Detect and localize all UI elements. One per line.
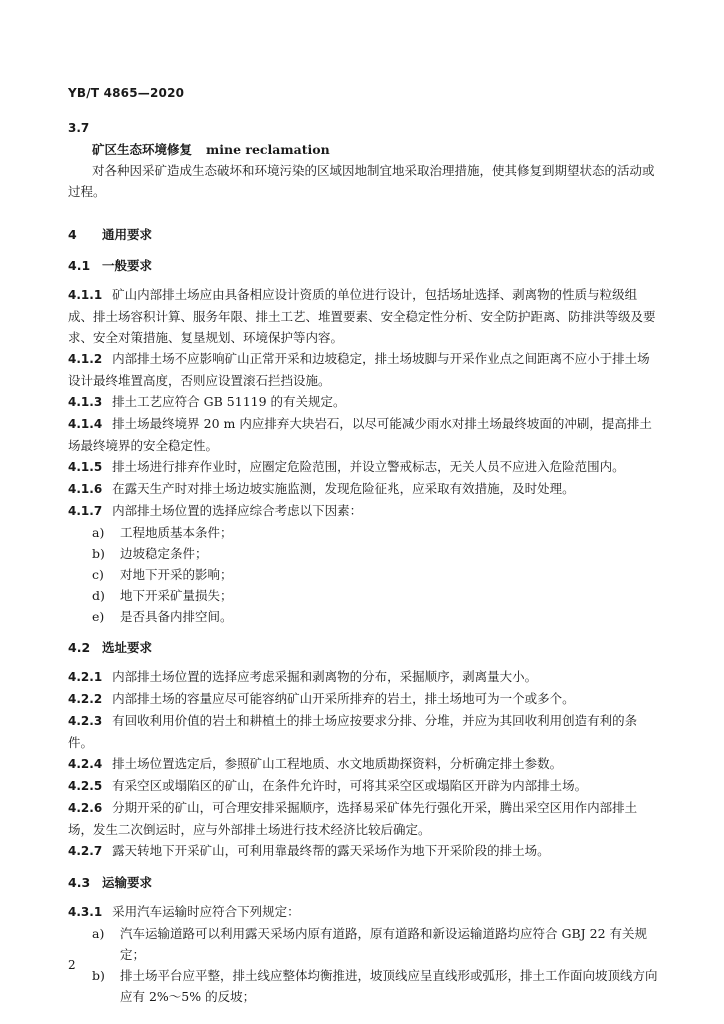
list-label: b) bbox=[92, 968, 105, 983]
clause-number: 4.2.3 bbox=[68, 714, 103, 728]
list-text: 排土场平台应平整，排土线应整体均衡推进，坡顶线应呈直线形或弧形，排土工作面向坡顶线方向应有 2%～5% 的反坡； bbox=[120, 968, 658, 1004]
clause-4-2-5 bbox=[68, 775, 658, 797]
subsection-heading-4-2 bbox=[68, 637, 658, 658]
term-title-en: mine reclamation bbox=[206, 142, 330, 157]
clause-4-1-2 bbox=[68, 348, 658, 391]
transport-rule-list bbox=[68, 923, 658, 1007]
clause-text: 排土场最终境界 20 m 内应排弃大块岩石，以尽可能减少雨水对排土场最终坡面的冲刷，提高排土场最终境界的安全稳定性。 bbox=[68, 416, 652, 453]
clause-text: 矿山内部排土场应由具备相应设计资质的单位进行设计，包括场址选择、剥离物的性质与粒级组成、排土场容积计算、服务年限、排土工艺、堆置要素、安全稳定性分析、安全防护距离、防排洪等级及要求、安全对策措施、复垦规划、环境保护等内容。 bbox=[68, 287, 656, 345]
clause-number: 4.2.4 bbox=[68, 757, 103, 771]
clause-text: 排土场位置选定后，参照矿山工程地质、水文地质勘探资料，分析确定排土参数。 bbox=[112, 756, 563, 771]
clause-text: 在露天生产时对排土场边坡实施监测，发现危险征兆，应采取有效措施，及时处理。 bbox=[112, 481, 575, 496]
list-text: 对地下开采的影响； bbox=[120, 567, 233, 582]
clause-text: 内部排土场不应影响矿山正常开采和边坡稳定，排土场坡脚与开采作业点之间距离不应小于排土场设计最终堆置高度，否则应设置滚石拦挡设施。 bbox=[68, 351, 650, 388]
clause-4-1-1 bbox=[68, 284, 658, 348]
clause-text: 露天转地下开采矿山，可利用靠最终帮的露天采场作为地下开采阶段的排土场。 bbox=[112, 843, 550, 858]
clause-number: 4.3.1 bbox=[68, 905, 103, 919]
clause-text: 内部排土场的容量应尽可能容纳矿山开采所排弃的岩土，排土场地可为一个或多个。 bbox=[112, 691, 575, 706]
clause-number: 4.1.1 bbox=[68, 288, 103, 302]
term-title bbox=[68, 139, 658, 160]
term-title-cn: 矿区生态环境修复 bbox=[92, 142, 193, 157]
clause-4-2-7 bbox=[68, 840, 658, 862]
clause-number: 4.2.6 bbox=[68, 801, 103, 815]
clause-number: 4.1.5 bbox=[68, 460, 103, 474]
section-title: 通用要求 bbox=[102, 227, 153, 242]
subsection-title: 运输要求 bbox=[102, 875, 153, 890]
clause-4-1-3 bbox=[68, 391, 658, 413]
page-content bbox=[68, 118, 658, 1007]
clause-number: 4.2.5 bbox=[68, 779, 103, 793]
list-text: 边坡稳定条件； bbox=[120, 546, 208, 561]
clause-text: 排土场进行排弃作业时，应圈定危险范围，并设立警戒标志，无关人员不应进入危险范围内。 bbox=[112, 459, 625, 474]
clause-number: 4.2.1 bbox=[68, 670, 103, 684]
list-item bbox=[92, 543, 658, 564]
clause-number: 4.2.7 bbox=[68, 844, 103, 858]
clause-number: 4.1.2 bbox=[68, 352, 103, 366]
list-label: b) bbox=[92, 546, 105, 561]
list-item bbox=[92, 606, 658, 627]
subsection-heading-4-3 bbox=[68, 872, 658, 893]
standard-code: YB/T 4865—2020 bbox=[68, 86, 185, 100]
clause-text: 有采空区或塌陷区的矿山，在条件允许时，可将其采空区或塌陷区开辟为内部排土场。 bbox=[112, 778, 588, 793]
clause-number: 4.1.6 bbox=[68, 482, 103, 496]
list-label: a) bbox=[92, 525, 105, 540]
list-text: 汽车运输道路可以利用露天采场内原有道路，原有道路和新设运输道路均应符合 GBJ 22 有关规定； bbox=[120, 926, 648, 962]
clause-4-1-6 bbox=[68, 478, 658, 500]
clause-number: 4.1.4 bbox=[68, 417, 103, 431]
clause-text: 采用汽车运输时应符合下列规定： bbox=[112, 904, 300, 919]
clause-4-3-1 bbox=[68, 901, 658, 923]
list-label: c) bbox=[92, 567, 104, 582]
clause-number: 4.1.7 bbox=[68, 504, 103, 518]
clause-4-1-4 bbox=[68, 413, 658, 456]
clause-text: 分期开采的矿山，可合理安排采掘顺序，选择易采矿体先行强化开采，腾出采空区用作内部排土场，发生二次倒运时，应与外部排土场进行技术经济比较后确定。 bbox=[68, 800, 638, 837]
list-item bbox=[92, 585, 658, 606]
clause-text: 内部排土场位置的选择应考虑采掘和剥离物的分布，采掘顺序，剥离量大小。 bbox=[112, 669, 538, 684]
term-entry bbox=[68, 118, 658, 202]
section-number: 4 bbox=[68, 227, 77, 242]
list-text: 工程地质基本条件； bbox=[120, 525, 233, 540]
clause-4-2-4 bbox=[68, 753, 658, 775]
list-text: 地下开采矿量损失； bbox=[120, 588, 233, 603]
list-item bbox=[92, 522, 658, 543]
clause-4-2-3 bbox=[68, 710, 658, 753]
term-number: 3.7 bbox=[68, 121, 90, 135]
list-label: a) bbox=[92, 926, 105, 941]
clause-4-2-6 bbox=[68, 797, 658, 840]
list-label: d) bbox=[92, 588, 105, 603]
page-number: 2 bbox=[68, 958, 76, 972]
subsection-number: 4.1 bbox=[68, 258, 91, 273]
factor-list bbox=[68, 522, 658, 627]
clause-text: 有回收利用价值的岩土和耕植土的排土场应按要求分排、分堆，并应为其回收利用创造有利的条件。 bbox=[68, 713, 638, 750]
clause-4-2-1 bbox=[68, 666, 658, 688]
clause-4-1-5 bbox=[68, 456, 658, 478]
list-item bbox=[92, 923, 658, 965]
clause-text: 排土工艺应符合 GB 51119 的有关规定。 bbox=[112, 394, 346, 409]
list-item bbox=[92, 965, 658, 1007]
clause-4-1-7 bbox=[68, 500, 658, 522]
list-text: 是否具备内排空间。 bbox=[120, 609, 233, 624]
clause-number: 4.1.3 bbox=[68, 395, 103, 409]
term-definition: 对各种因采矿造成生态破坏和环境污染的区域因地制宜地采取治理措施，使其修复到期望状态的活动或过程。 bbox=[68, 163, 655, 199]
subsection-title: 选址要求 bbox=[102, 640, 153, 655]
subsection-number: 4.2 bbox=[68, 640, 91, 655]
clause-number: 4.2.2 bbox=[68, 692, 103, 706]
clause-text: 内部排土场位置的选择应综合考虑以下因素： bbox=[112, 503, 363, 518]
subsection-number: 4.3 bbox=[68, 875, 91, 890]
clause-4-2-2 bbox=[68, 688, 658, 710]
list-label: e) bbox=[92, 609, 105, 624]
subsection-title: 一般要求 bbox=[102, 258, 153, 273]
list-item bbox=[92, 564, 658, 585]
subsection-heading-4-1 bbox=[68, 255, 658, 276]
section-heading-4 bbox=[68, 224, 658, 245]
